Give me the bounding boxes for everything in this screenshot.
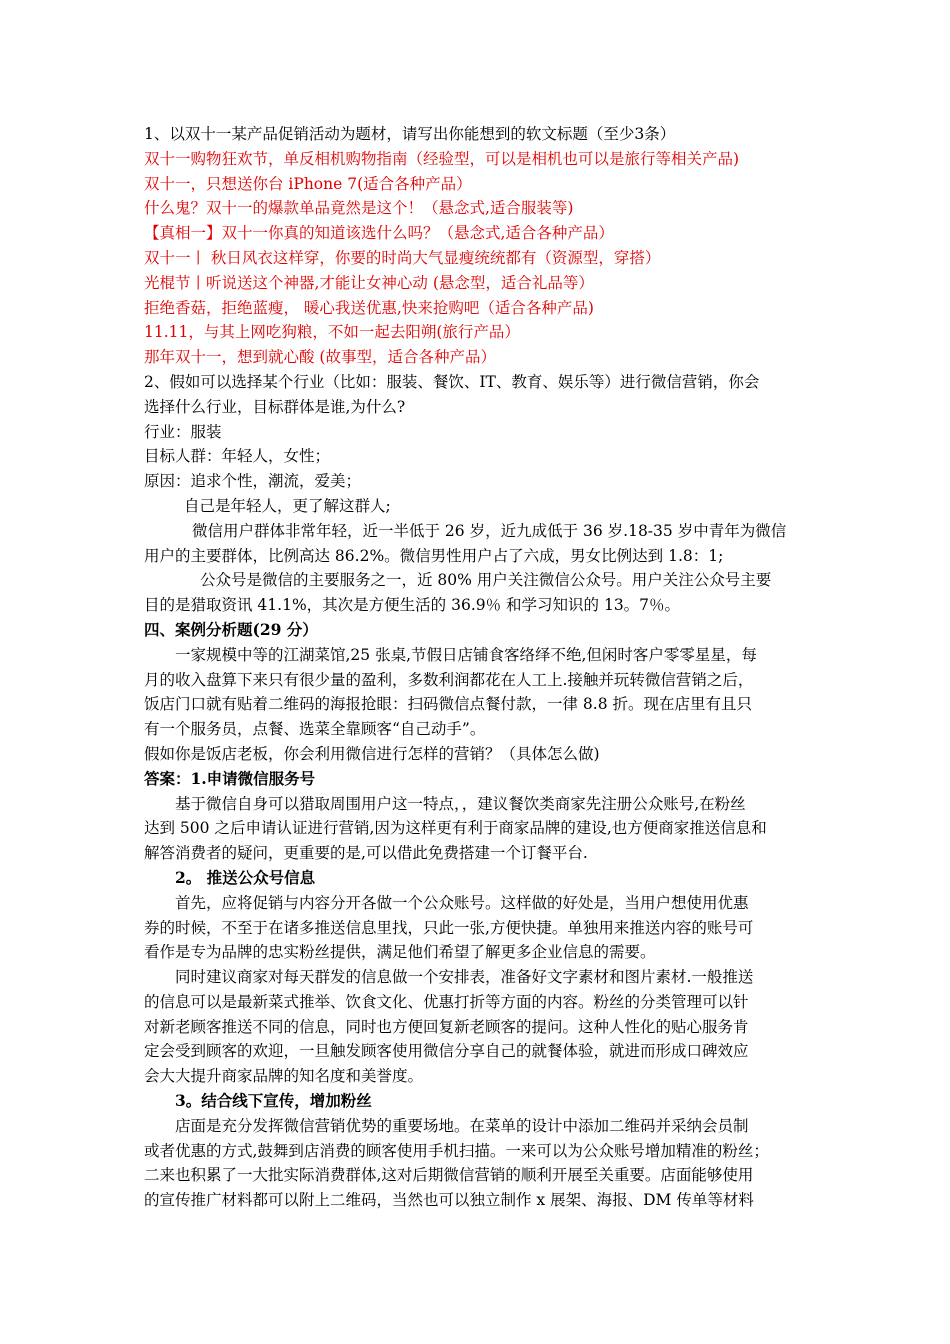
q1-answer-6: 光棍节丨听说送这个神器,才能让女神心动 (悬念型，适合礼品等） [144,273,594,292]
q2-para2-line-1: 公众号是微信的主要服务之一，近 80% 用户关注微信公众号。用户关注公众号主要 [200,571,772,590]
case-line-3: 饭店门口就有贴着二维码的海报抢眼：扫码微信点餐付款，一律 8.8 折。现在店里有且只 [144,695,753,714]
q1-answer-2: 双十一，只想送你台 iPhone 7(适合各种产品） [144,174,472,193]
answer3-line-5: 会大大提升商家品牌的知名度和美誉度。 [144,1067,424,1086]
answer3-line-1: 同时建议商家对每天群发的信息做一个安排表，准备好文字素材和图片素材.一般推送 [175,968,754,987]
case-line-4: 有一个服务员，点餐、选菜全靠顾客“自己动手”。 [144,720,486,739]
q1-answer-5: 双十一丨 秋日风衣这样穿，你要的时尚大气显瘦统统都有（资源型，穿搭） [144,248,661,267]
answer4-line-3: 二来也积累了一大批实际消费群体,这对后期微信营销的顺利开展至关重要。店面能够使用 [144,1166,754,1185]
q2-target: 目标人群：年轻人，女性； [144,447,331,466]
q2-reason-2: 自己是年轻人，更了解这群人; [184,496,391,515]
answer4-line-2: 或者优惠的方式,鼓舞到店消费的顾客使用手机扫描。一来可以为公众账号增加精准的粉丝； [144,1141,769,1160]
answer2-line-1: 首先，应将促销与内容分开各做一个公众账号。这样做的好处是，当用户想使用优惠 [175,893,749,912]
answer2-heading: 2。 推送公众号信息 [175,867,316,887]
answer-heading: 答案：1.申请微信服务号 [144,768,316,788]
answer2-line-3: 看作是专为品牌的忠实粉丝提供，满足他们希望了解更多企业信息的需要。 [144,943,656,962]
document-page [144,122,810,1213]
answer4-heading: 3。结合线下宣传，增加粉丝 [175,1091,372,1111]
q2-para1-line-1: 微信用户群体非常年轻，近一半低于 26 岁，近九成低于 36 岁.18-35 岁中青年为微信 [192,521,787,540]
q1-answer-9: 那年双十一，想到就心酸 (故事型，适合各种产品） [144,348,496,367]
case-line-2: 月的收入盘算下来只有很少量的盈利，多数利润都花在人工上.接触并玩转微信营销之后， [144,670,754,689]
section4-heading: 四、案例分析题(29 分） [144,619,318,639]
q1-answer-1: 双十一购物狂欢节，单反相机购物指南（经验型，可以是相机也可以是旅行等相关产品) [144,149,740,168]
q1-question: 1、以双十一某产品促销活动为题材，请写出你能想到的软文标题（至少3条） [144,125,676,143]
q2-para1-line-2: 用户的主要群体，比例高达 86.2%。微信男性用户占了六成，男女比例达到 1.8：1; [144,546,724,565]
answer1-line-3: 解答消费者的疑问，更重要的是,可以借此免费搭建一个订餐平台. [144,844,588,863]
answer4-line-1: 店面是充分发挥微信营销优势的重要场地。在菜单的设计中添加二维码并采纳会员制 [175,1116,749,1135]
case-question: 假如你是饭店老板，你会利用微信进行怎样的营销？（具体怎么做) [144,744,600,763]
q2-question-line-2: 选择什么行业，目标群体是谁,为什么? [144,397,406,416]
answer1-line-1: 基于微信自身可以猎取周围用户这一特点，，建议餐饮类商家先注册公众账号,在粉丝 [175,794,746,813]
q2-question-line-1: 2、假如可以选择某个行业（比如：服装、餐饮、IT、教育、娱乐等）进行微信营销，你会 [144,372,760,391]
case-line-1: 一家规模中等的江湖菜馆,25 张桌,节假日店铺食客络绎不绝,但闲时客户零零星星，每 [175,645,757,664]
q2-industry: 行业：服装 [144,422,222,441]
answer2-line-2: 券的时候，不至于在诸多推送信息里找，只此一张,方便快捷。单独用来推送内容的账号可 [144,918,754,937]
answer3-line-4: 定会受到顾客的欢迎，一旦触发顾客使用微信分享自己的就餐体验，就进而形成口碑效应 [144,1042,749,1061]
q1-answer-4: 【真相一】双十一你真的知道该选什么吗？（悬念式,适合各种产品） [144,224,614,243]
answer1-line-2: 达到 500 之后申请认证进行营销,因为这样更有利于商家品牌的建设,也方便商家推送信息和 [144,819,767,838]
q1-answer-7: 拒绝香菇，拒绝蓝瘦， 暖心我送优惠,快来抢购吧（适合各种产品) [144,298,594,317]
q1-answer-8: 11.11，与其上网吃狗粮，不如一起去阳朔(旅行产品） [144,323,520,342]
q2-reason: 原因：追求个性，潮流，爱美； [144,472,362,491]
answer4-line-4: 的宣传推广材料都可以附上二维码，当然也可以独立制作 x 展架、海报、DM 传单等材料 [144,1191,754,1210]
q2-para2-line-2: 目的是猎取资讯 41.1%，其次是方便生活的 36.9％ 和学习知识的 13。7％。 [144,596,681,615]
answer3-line-2: 的信息可以是最新菜式推举、饮食文化、优惠打折等方面的内容。粉丝的分类管理可以针 [144,992,749,1011]
q1-answer-3: 什么鬼？双十一的爆款单品竟然是这个！（悬念式,适合服装等) [144,199,574,218]
answer3-line-3: 对新老顾客推送不同的信息，同时也方便回复新老顾客的提问。这种人性化的贴心服务肯 [144,1017,749,1036]
